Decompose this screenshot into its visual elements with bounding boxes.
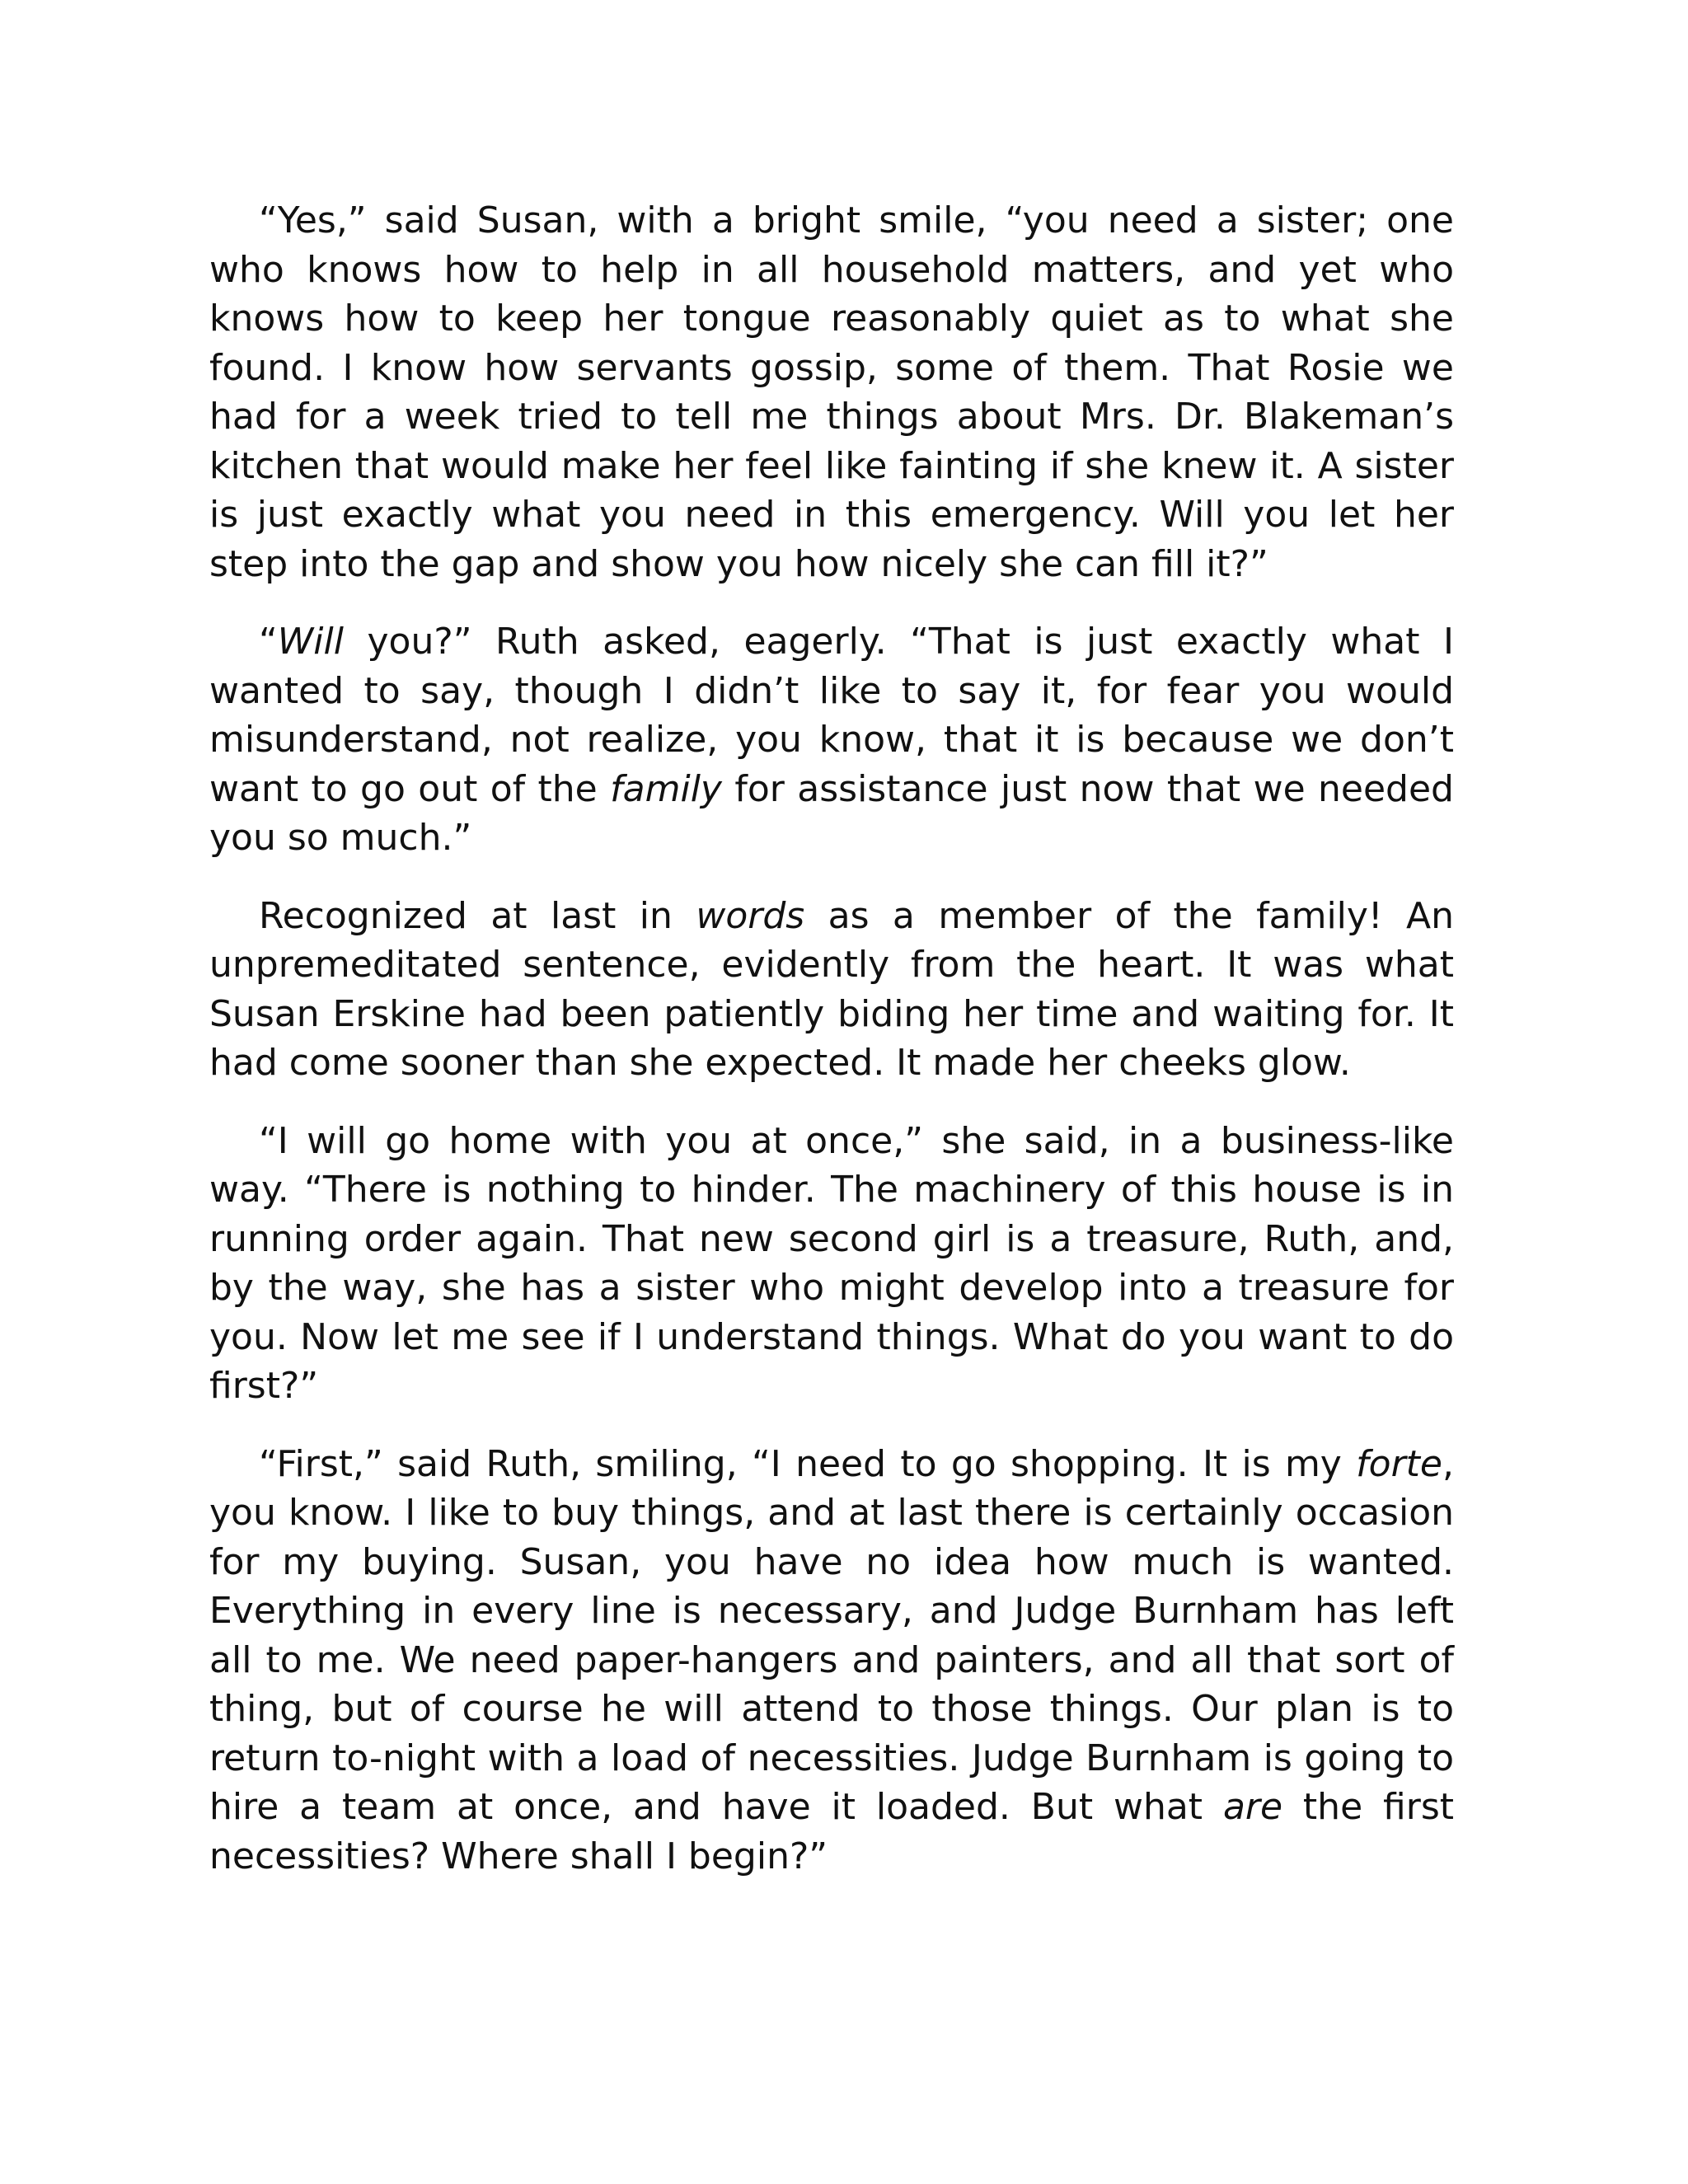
- paragraph-text: “: [259, 621, 278, 663]
- paragraph-text: as a member of the family! An unpremeditated sentence, evidently from the heart. It was what Susan Erskine had been patiently biding her time and waiting for. It had come sooner than she expected. It made her cheeks glow.: [209, 894, 1454, 1084]
- paragraph-text: Recognized at last in: [259, 894, 696, 937]
- paragraph-text: you?” Ruth asked, eagerly. “That is just exactly what I wanted to say, though I didn’t like to say it, for fear you would misunderstand, not realize, you know, that it is because we don’t want to go out of the: [209, 621, 1454, 810]
- paragraph-text: , you know. I like to buy things, and at last there is certainly occasion for my buying. Susan, you have no idea how much is wanted. Everything in every line is necessary, and Judge Burnham has left all to me. We need paper-hangers and painters, and all that sort of thing, but of course he will attend to those things. Our plan is to return to-night with a load of necessities. Judge Burnham is going to hire a team at once, and have it loaded. But what: [209, 1442, 1454, 1828]
- book-page: [209, 196, 1454, 1881]
- paragraph-text: “I will go home with you at once,” she said, in a business-like way. “There is nothing to hinder. The machinery of this house is in running order again. That new second girl is a treasure, Ruth, and, by the way, she has a sister who might develop into a treasure for you. Now let me see if I understand things. What do you want to do first?”: [209, 1119, 1454, 1407]
- emphasis-text: family: [610, 767, 722, 810]
- emphasis-text: Will: [277, 621, 344, 663]
- emphasis-text: are: [1222, 1786, 1283, 1828]
- paragraph-text: for assistance just now that we needed you so much.”: [209, 767, 1454, 859]
- paragraph-5: [209, 1440, 1454, 1882]
- paragraph-4: [209, 1117, 1454, 1411]
- paragraph-text: “First,” said Ruth, smiling, “I need to go shopping. It is my: [259, 1442, 1357, 1485]
- paragraph-text: “Yes,” said Susan, with a bright smile, “you need a sister; one who knows how to help in all household matters, and yet who knows how to keep her tongue reasonably quiet as to what she found. I know how servants gossip, some of them. That Rosie we had for a week tried to tell me things about Mrs. Dr. Blakeman’s kitchen that would make her feel like fainting if she knew it. A sister is just exactly what you need in this emergency. Will you let her step into the gap and show you how nicely she can fill it?”: [209, 199, 1454, 585]
- paragraph-text: the first necessities? Where shall I begin?”: [209, 1786, 1454, 1877]
- emphasis-text: words: [696, 894, 805, 937]
- emphasis-text: forte: [1356, 1442, 1442, 1485]
- paragraph-1: [209, 196, 1454, 588]
- paragraph-2: [209, 617, 1454, 863]
- paragraph-3: [209, 892, 1454, 1088]
